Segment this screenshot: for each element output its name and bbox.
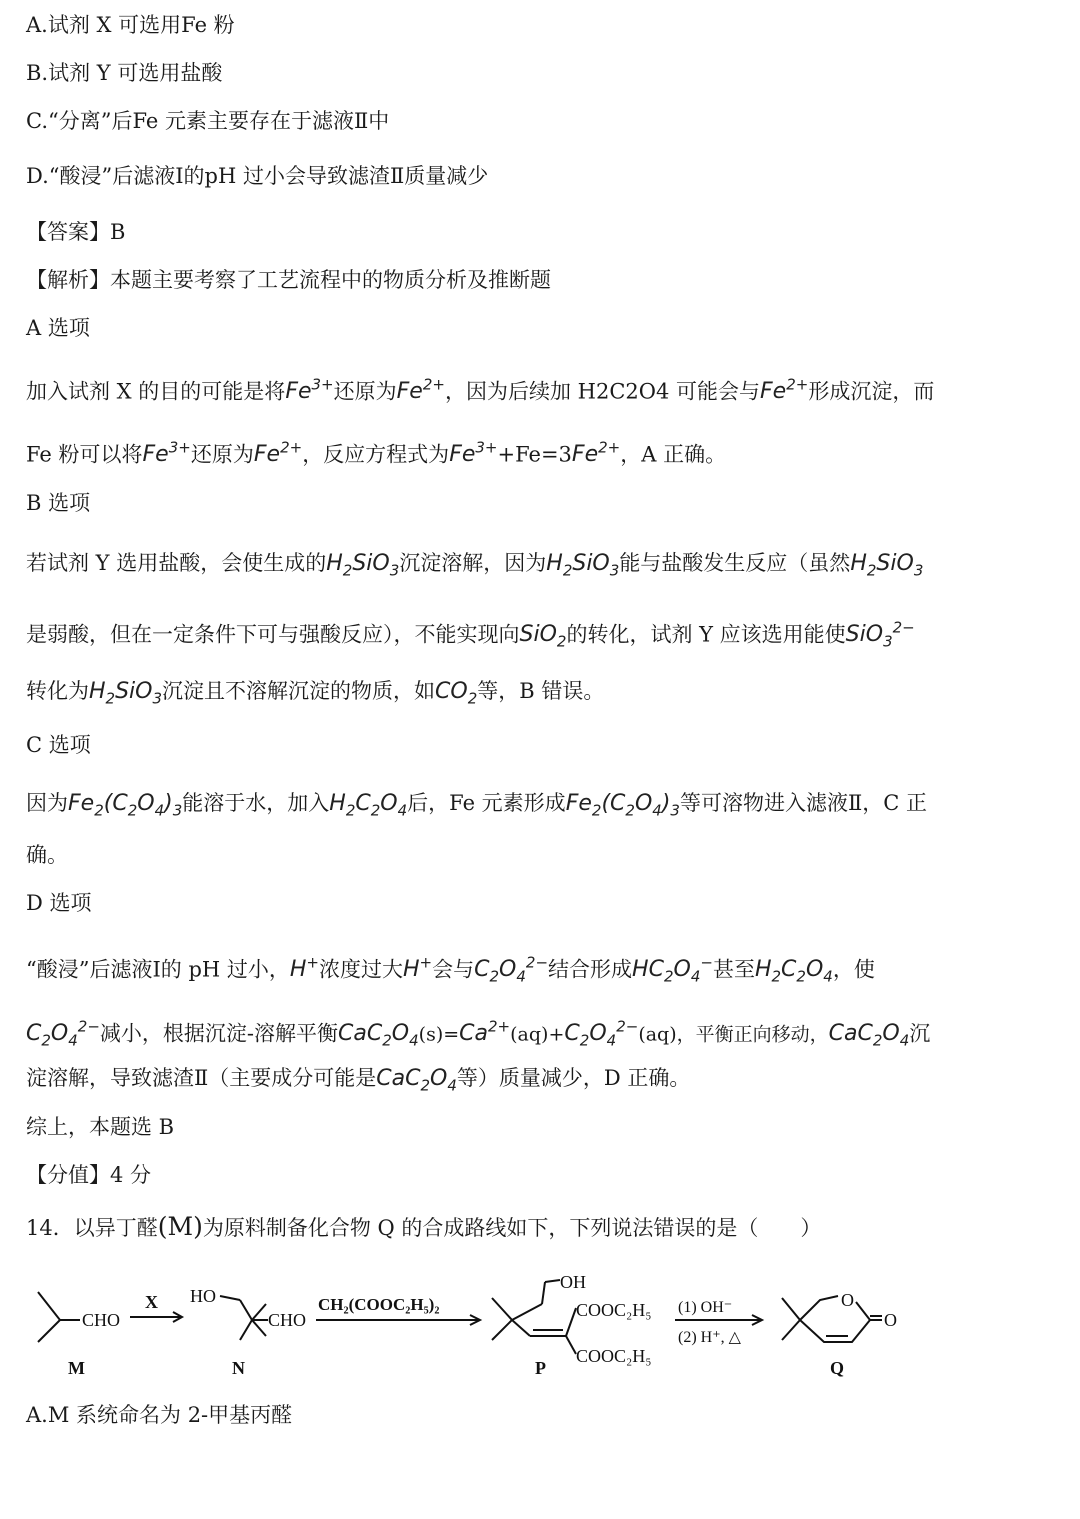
n-cho-label: CHO <box>268 1310 307 1330</box>
section-c-para-2: 确。 <box>26 843 68 867</box>
option-c: C.“分离”后Fe 元素主要存在于滤液Ⅱ中 <box>26 109 390 133</box>
formula-fe3: $Fe^{3+}$ <box>285 376 334 405</box>
formula-c2o4-ion: $C_2O_4^{2-}$ <box>474 954 549 986</box>
formula-cac2o4: $CaC_2O_4$ <box>376 1066 457 1095</box>
formula-fe3: $Fe^{3+}$ <box>449 439 498 468</box>
formula-fe3: $Fe^{3+}$ <box>142 439 191 468</box>
m-cho-label: CHO <box>82 1310 121 1330</box>
p-oh-label: OH <box>560 1272 586 1292</box>
q-carbonyl-o: O <box>884 1310 897 1330</box>
formula-sio3-ion: SiO$_3^{2-}$ <box>845 619 915 651</box>
section-a-para-1: 加入试剂 X 的目的可能是将$Fe^{3+}$还原为$Fe^{2+}$，因为后续加 H2C2O4 可能会与$Fe^{2+}$形成沉淀，而 <box>26 376 935 405</box>
formula-c2o4-ion: $C_2O_4^{2-}$ <box>564 1018 639 1050</box>
option-d: D.“酸浸”后滤液Ⅰ的pH 过小会导致滤渣Ⅱ质量减少 <box>26 164 489 188</box>
question-14-option-a: A.M 系统命名为 2-甲基丙醛 <box>26 1403 293 1427</box>
formula-h2sio3: $H_2SiO_3$ <box>546 551 620 580</box>
formula-h-ion: H+ <box>403 954 433 983</box>
section-d-para-1: “酸浸”后滤液Ⅰ的 pH 过小，H+浓度过大H+会与$C_2O_4^{2-}$结合形成$HC_2O_4^-$甚至$H_2C_2O_4$，使 <box>26 954 875 986</box>
formula-cac2o4: $CaC_2O_4$ <box>828 1021 910 1050</box>
summary: 综上，本题选 B <box>26 1115 175 1139</box>
formula-h2c2o4: $H_2C_2O_4$ <box>754 957 833 986</box>
formula-hc2o4-ion: $HC_2O_4^-$ <box>632 954 713 986</box>
analysis-intro: 【解析】本题主要考察了工艺流程中的物质分析及推断题 <box>26 268 551 292</box>
formula-fe2: $Fe^{2+}$ <box>253 439 303 468</box>
label-p: P <box>535 1358 546 1378</box>
option-a: A.试剂 X 可选用Fe 粉 <box>26 13 235 37</box>
formula-h2sio3: $H_2SiO_3$ <box>850 551 924 580</box>
formula-h-ion: H+ <box>289 954 319 983</box>
section-d-para-2: $C_2O_4^{2-}$减小，根据沉淀-溶解平衡$CaC_2O_4(s)=Ca^{2+}(aq)+C_2O_4^{2-}(aq)$，平衡正向移动，$CaC_2O_4$沉 <box>26 1018 931 1050</box>
n-ho-label: HO <box>190 1286 216 1306</box>
formula-c2o4-ion: $C_2O_4^{2-}$ <box>26 1018 100 1050</box>
formula-fe2c2o43: $Fe_2(C_2O_4)_3$ <box>565 791 680 820</box>
option-b: B.试剂 Y 可选用盐酸 <box>26 61 223 85</box>
section-a-heading: A 选项 <box>26 316 90 340</box>
section-a-para-2: Fe 粉可以将$Fe^{3+}$还原为$Fe^{2+}$，反应方程式为$Fe^{3+}+Fe=3Fe^{2+}$，A 正确。 <box>26 439 727 468</box>
formula-sio2: SiO$_2$ <box>519 622 567 651</box>
formula-fe2: $Fe^{2+}$ <box>571 439 621 468</box>
formula-h2sio3: $H_2SiO_3$ <box>326 551 400 580</box>
step-1: (1) OH⁻ <box>678 1299 733 1316</box>
section-b-heading: B 选项 <box>26 491 91 515</box>
formula-h2sio3: $H_2SiO_3$ <box>89 679 163 708</box>
section-c-heading: C 选项 <box>26 733 91 757</box>
answer: 【答案】B <box>26 220 126 244</box>
molecule-p-skeleton <box>492 1298 512 1340</box>
label-q: Q <box>830 1358 845 1378</box>
section-b-para-3: 转化为$H_2SiO_3$沉淀且不溶解沉淀的物质，如$CO_2$等，B 错误。 <box>26 679 605 708</box>
reagent-malonate: CH₂(COOC₂H₅)₂ <box>318 1295 440 1314</box>
label-m: M <box>68 1358 85 1378</box>
p-cooet-1: COOC₂H₅ <box>576 1300 652 1320</box>
section-b-para-1: 若试剂 Y 选用盐酸，会使生成的$H_2SiO_3$沉淀溶解，因为$H_2SiO_3$能与盐酸发生反应（虽然$H_2SiO_3$ <box>26 551 924 580</box>
q-ring-o: O <box>841 1290 854 1310</box>
formula-cac2o4: $CaC_2O_4$ <box>338 1021 419 1050</box>
formula-co2: $CO_2$ <box>435 679 478 708</box>
score: 【分值】4 分 <box>26 1163 152 1187</box>
label-n: N <box>232 1358 245 1378</box>
formula-fe2: $Fe^{2+}$ <box>760 376 809 405</box>
section-c-para-1: 因为$Fe_2(C_2O_4)_3$能溶于水，加入$H_2C_2O_4$后，Fe 元素形成$Fe_2(C_2O_4)_3$等可溶物进入滤液Ⅱ，C 正 <box>26 791 927 820</box>
synthesis-scheme <box>30 1262 1050 1402</box>
reagent-x: X <box>145 1292 158 1312</box>
molecule-n-skeleton <box>240 1300 252 1340</box>
section-d-heading: D 选项 <box>26 891 92 915</box>
formula-fe2: $Fe^{2+}$ <box>396 376 445 405</box>
formula-fe2c2o43: $Fe_2(C_2O_4)_3$ <box>68 791 183 820</box>
formula-ca-ion: $Ca^{2+}$ <box>459 1018 511 1047</box>
section-b-para-2: 是弱酸，但在一定条件下可与强酸反应），不能实现向SiO$_2$的转化，试剂 Y 应该选用能使SiO$_3^{2-}$ <box>26 619 915 651</box>
formula-h2c2o4: $H_2C_2O_4$ <box>329 791 408 820</box>
question-14-stem: 14．以异丁醛(M)为原料制备化合物 Q 的合成路线如下，下列说法错误的是（ ） <box>26 1212 822 1241</box>
section-d-para-3: 淀溶解，导致滤渣Ⅱ（主要成分可能是$CaC_2O_4$等）质量减少，D 正确。 <box>26 1066 691 1095</box>
step-2: (2) H⁺, △ <box>678 1329 741 1346</box>
p-cooet-2: COOC₂H₅ <box>576 1346 652 1366</box>
molecule-q-skeleton <box>782 1298 800 1340</box>
molecule-m-skeleton <box>38 1292 60 1342</box>
